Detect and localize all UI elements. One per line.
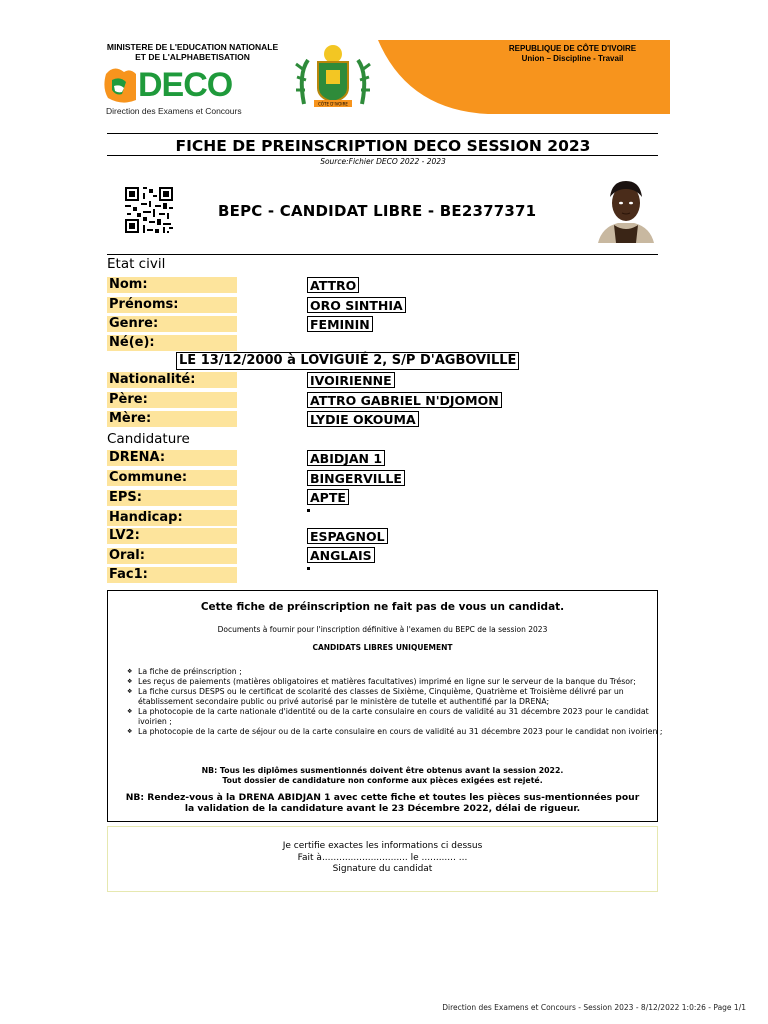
divider <box>107 133 658 134</box>
coat-of-arms-icon <box>292 40 374 114</box>
mere-value: LYDIE OKOUMA <box>307 411 419 427</box>
candidate-exam-line: BEPC - CANDIDAT LIBRE - BE2377371 <box>218 202 537 220</box>
commune-label: Commune: <box>107 470 237 486</box>
naissance-value: LE 13/12/2000 à LOVIGUIÉ 2, S/P D'AGBOVILLE <box>176 352 519 370</box>
nb1-line-2: Tout dossier de candidature non conforme aux pièces exigées est rejeté. <box>222 776 543 785</box>
page-footer: Direction des Examens et Concours - Session 2023 - 8/12/2022 1:0:26 - Page 1/1 <box>442 1003 746 1012</box>
commune-value: BINGERVILLE <box>307 470 405 486</box>
ministry-name <box>100 42 285 62</box>
coat-of-arms <box>292 40 374 114</box>
nom-label: Nom: <box>107 277 237 293</box>
nb1-line-1: NB: Tous les diplômes susmentionnés doivent être obtenus avant la session 2022. <box>201 766 564 775</box>
fac1-empty-marker <box>307 567 310 570</box>
lv2-value: ESPAGNOL <box>307 528 388 544</box>
qr-code-icon <box>125 187 173 233</box>
nationalite-value: IVOIRIENNE <box>307 372 395 388</box>
notice-documents-line: Documents à fournir pour l'inscription définitive à l'examen du BEPC de la session 2023 <box>217 625 548 634</box>
ministry-line-1: MINISTERE DE L'EDUCATION NATIONALE <box>106 42 279 52</box>
candidate-signature-label: Signature du candidat <box>332 864 433 874</box>
etat-civil-heading: Etat civil <box>107 256 166 272</box>
certification-box <box>107 826 658 892</box>
naissance-label: Né(e): <box>107 335 237 351</box>
divider <box>107 254 658 255</box>
candidature-heading: Candidature <box>107 431 190 447</box>
notice-title: Cette fiche de préinscription ne fait pas de vous un candidat. <box>200 601 565 613</box>
emblem-banner-text: CÔTE D'IVOIRE <box>318 101 348 107</box>
republic-line-1: REPUBLIQUE DE CÔTE D'IVOIRE <box>508 44 637 53</box>
notice-subtitle: CANDIDATS LIBRES UNIQUEMENT <box>312 643 453 652</box>
certification-statement: Je certifie exactes les informations ci dessus <box>282 841 483 851</box>
notice-nb-diplomas <box>108 766 657 786</box>
mere-label: Mère: <box>107 411 237 427</box>
nb2-line-2: la validation de la candidature avant le 23 Décembre 2022, délai de rigueur. <box>184 803 581 814</box>
handicap-empty-marker <box>307 509 310 512</box>
document-source: Source:Fichier DECO 2022 - 2023 <box>320 157 446 166</box>
oral-label: Oral: <box>107 548 237 564</box>
list-item: ❖ La photocopie de la carte nationale d'identité ou de la carte consulaire en cours de validité au 31 décembre 2023 pour le candidat ivoirien ; <box>138 707 668 727</box>
list-item: ❖ La fiche cursus DESPS ou le certificat de scolarité des classes de Sixième, Cinquième, Quatrième et Troisième délivré par un établissement secondaire public ou privé autorisé par le ministère de tutelle et authentifié par la DRENA; <box>138 687 668 707</box>
list-item: ❖ La photocopie de la carte de séjour ou de la carte consulaire en cours de validité au 31 décembre 2023 pour le candidat non ivoirien ; <box>138 727 668 737</box>
nb2-line-1: NB: Rendez-vous à la DRENA ABIDJAN 1 avec cette fiche et toutes les pièces sus-mentionnées pour <box>125 792 640 803</box>
handicap-label: Handicap: <box>107 510 237 526</box>
fac1-label: Fac1: <box>107 567 237 583</box>
ministry-line-2: ET DE L'ALPHABETISATION <box>135 52 250 62</box>
deco-subtitle: Direction des Examens et Concours <box>106 106 242 116</box>
pere-label: Père: <box>107 392 237 408</box>
pere-value: ATTRO GABRIEL N'DJOMON <box>307 392 502 408</box>
drena-value: ABIDJAN 1 <box>307 450 385 466</box>
required-documents-list <box>124 667 668 737</box>
prenoms-value: ORO SINTHIA <box>307 297 406 313</box>
drena-label: DRENA: <box>107 450 237 466</box>
divider <box>107 155 658 156</box>
candidate-photo <box>590 177 662 243</box>
genre-label: Genre: <box>107 316 237 332</box>
document-title: FICHE DE PREINSCRIPTION DECO SESSION 2023 <box>175 137 591 155</box>
nom-value: ATTRO <box>307 277 359 293</box>
certification-place-date: Fait à.............................. le ............ ... <box>297 853 468 863</box>
lv2-label: LV2: <box>107 528 237 544</box>
eps-label: EPS: <box>107 490 237 506</box>
republic-motto: Union – Discipline - Travail <box>521 54 624 63</box>
prenoms-label: Prénoms: <box>107 297 237 313</box>
eps-value: APTE <box>307 489 349 505</box>
notice-nb-drena <box>108 792 657 814</box>
notice-box <box>107 590 663 822</box>
nationalite-label: Nationalité: <box>107 372 237 388</box>
genre-value: FEMININ <box>307 316 373 332</box>
deco-logo-text: DECO <box>138 66 233 104</box>
list-item: ❖ Les reçus de paiements (matières obligatoires et matières facultatives) imprimé en ligne sur le serveur de la banque du Trésor; <box>138 677 668 687</box>
republic-name <box>480 44 665 64</box>
oral-value: ANGLAIS <box>307 547 375 563</box>
list-item: ❖ La fiche de préinscription ; <box>138 667 668 677</box>
